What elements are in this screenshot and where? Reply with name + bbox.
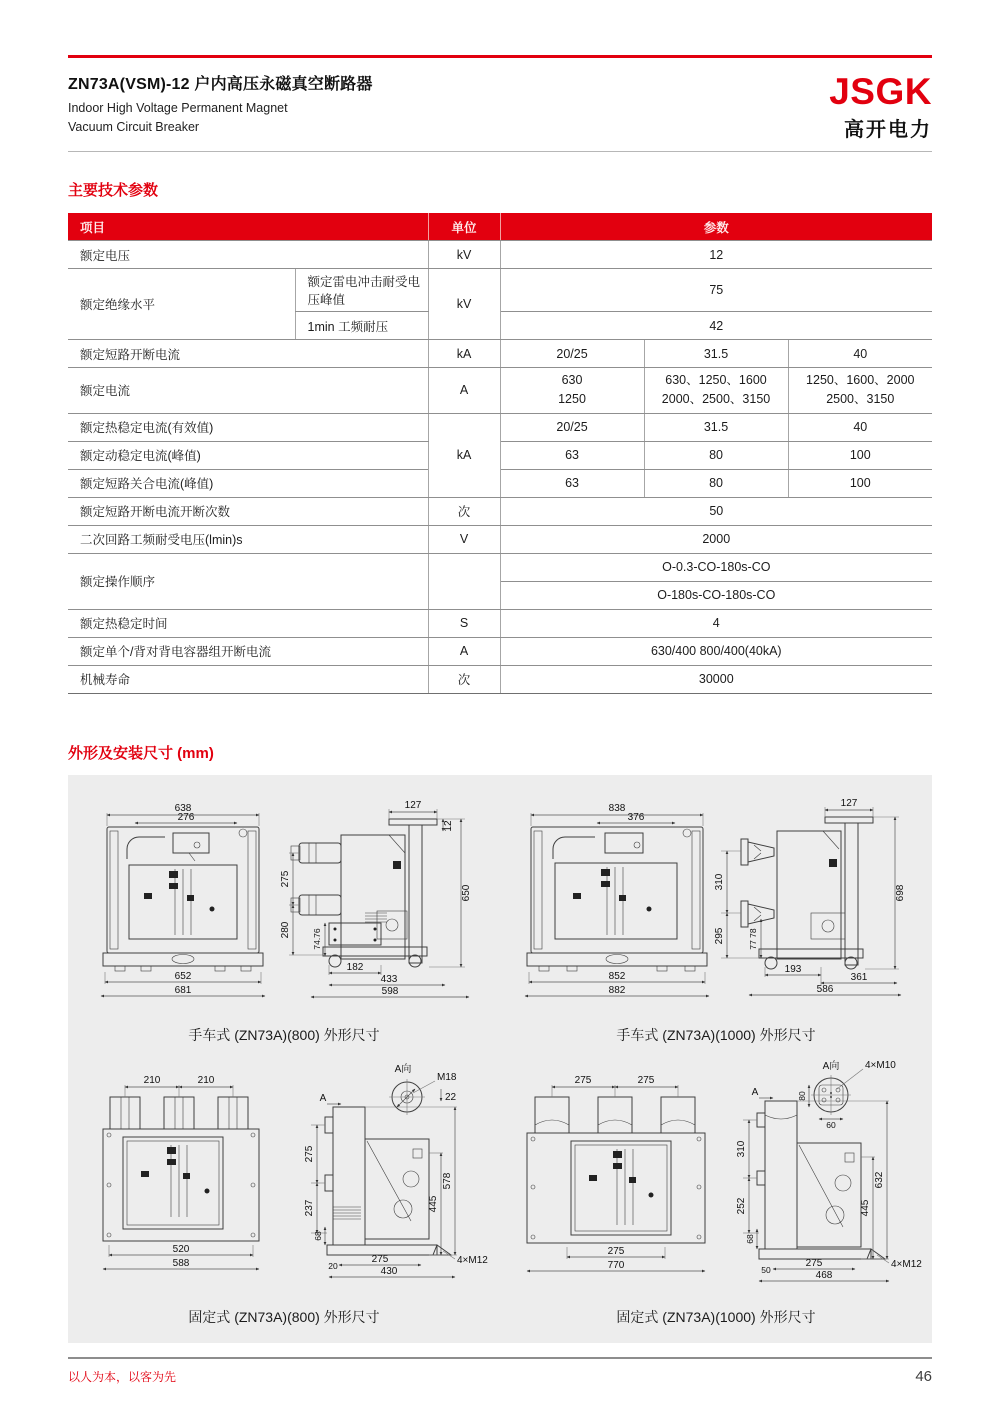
bolt-spec-label: 4×M12	[457, 1254, 488, 1266]
technical-parameters-table	[68, 213, 932, 694]
table-header-row	[68, 213, 932, 241]
side-view	[304, 1093, 488, 1277]
dim-label: 60	[826, 1119, 836, 1130]
section-title-dimensions: 外形及安装尺寸 (mm)	[68, 744, 214, 762]
dim-label: 433	[380, 973, 398, 985]
dim-label: 295	[714, 927, 725, 945]
dim-label: 252	[736, 1197, 747, 1215]
dim-label: 12	[443, 820, 454, 832]
view-a-label: A向	[394, 1063, 412, 1075]
table-row: 额定短路关合电流(峰值) 63 80 100	[68, 469, 932, 497]
figure-caption: 固定式 (ZN73A)(1000) 外形尺寸	[616, 1308, 816, 1325]
table-row: 额定电压 kV 12	[68, 241, 932, 269]
drawing-handcart-800	[77, 789, 491, 1021]
figure-handcart-1000	[509, 789, 923, 1057]
dim-label: 310	[736, 1140, 747, 1158]
page-footer	[68, 1368, 932, 1385]
table-row: 额定单个/背对背电容器组开断电流 A 630/400 800/400(40kA)	[68, 637, 932, 665]
dim-label: 445	[428, 1195, 439, 1213]
table-row: 1min 工频耐压 42	[68, 312, 932, 340]
dimension-drawings-panel	[68, 775, 932, 1343]
dim-label: 237	[304, 1199, 315, 1217]
col-header-value: 参数	[500, 213, 932, 241]
table-row: 机械寿命 次 30000	[68, 665, 932, 693]
table-row: 额定短路开断电流开断次数 次 50	[68, 497, 932, 525]
col-header-item: 项目	[68, 213, 428, 241]
drawing-handcart-1000	[509, 789, 923, 1021]
table-row: 额定动稳定电流(峰值) 63 80 100	[68, 441, 932, 469]
brand-logo-subtext: 高开电力	[844, 119, 932, 141]
dim-label: 578	[442, 1172, 453, 1190]
dim-label: 586	[816, 983, 834, 995]
section-title-params: 主要技术参数	[68, 182, 159, 199]
product-subtitle	[68, 99, 373, 138]
dim-label: 74.76	[312, 928, 322, 950]
dim-label: 638	[174, 802, 192, 814]
table-row: 额定热稳定电流(有效值) kA 20/25 31.5 40	[68, 413, 932, 441]
side-view	[280, 800, 472, 997]
table-row: 额定热稳定时间 S 4	[68, 609, 932, 637]
dim-label: 68	[745, 1234, 755, 1244]
front-view	[103, 1075, 259, 1269]
dim-label: 445	[860, 1199, 871, 1217]
view-a-label: A向	[822, 1060, 840, 1072]
table-row: 额定短路开断电流 kA 20/25 31.5 40	[68, 340, 932, 368]
bolt-spec-label: M18	[437, 1071, 457, 1083]
dim-label: 275	[304, 1145, 315, 1163]
dim-label: 182	[346, 961, 364, 973]
dim-label: 520	[172, 1243, 190, 1255]
brand-logo-text: JSGK	[829, 71, 932, 112]
subtitle-line1: Indoor High Voltage Permanent Magnet	[68, 101, 288, 115]
table-row: 二次回路工频耐受电压(lmin)s V 2000	[68, 525, 932, 553]
dim-label: 838	[608, 802, 626, 814]
top-accent-rule	[68, 55, 932, 58]
dim-label: 275	[371, 1253, 389, 1265]
side-view	[736, 1087, 922, 1281]
drawing-fixed-1000	[509, 1057, 923, 1303]
side-view	[714, 798, 906, 995]
dim-label: 275	[607, 1245, 625, 1257]
table-row: O-180s-CO-180s-CO	[68, 581, 932, 609]
table-row: 额定操作顺序 O-0.3-CO-180s-CO	[68, 553, 932, 581]
dim-label: 280	[280, 921, 291, 939]
footer-slogan: 以人为本，以客为先	[68, 1369, 177, 1384]
figure-fixed-1000	[509, 1057, 923, 1339]
dim-label: 588	[172, 1257, 190, 1269]
header-titles	[68, 71, 373, 138]
dim-label: 275	[805, 1257, 823, 1269]
product-title: ZN73A(VSM)-12 户内高压永磁真空断路器	[68, 76, 373, 93]
front-view	[525, 803, 709, 996]
dim-label: 376	[627, 811, 645, 823]
dim-label: 68	[313, 1231, 323, 1241]
dim-label: 50	[761, 1264, 771, 1275]
figure-handcart-800	[77, 789, 491, 1057]
dim-label: 882	[608, 984, 626, 996]
dim-label: 80	[797, 1091, 807, 1101]
brand-logo	[829, 73, 932, 142]
table-row: 额定电流 A 630 1250 630、1250、1600 2000、2500、3150 1250、1600、2000 2500、3150	[68, 368, 932, 414]
dim-label: 127	[404, 799, 422, 811]
dim-label: 632	[874, 1171, 885, 1189]
drawing-fixed-800	[77, 1057, 491, 1303]
dim-label: 22	[445, 1091, 457, 1103]
dim-label: 210	[143, 1074, 161, 1086]
dim-label: 20	[328, 1260, 338, 1271]
dim-label: 652	[174, 970, 192, 982]
table-row: 额定绝缘水平 额定雷电冲击耐受电压峰值 kV 75	[68, 269, 932, 312]
view-arrow-label: A	[751, 1086, 759, 1098]
figure-caption: 固定式 (ZN73A)(800) 外形尺寸	[188, 1308, 380, 1325]
dim-label: 430	[380, 1265, 398, 1277]
front-view	[527, 1075, 705, 1271]
dim-label: 852	[608, 970, 626, 982]
dim-label: 681	[174, 984, 192, 996]
dim-label: 468	[815, 1269, 833, 1281]
page-number: 46	[915, 1367, 932, 1385]
dim-label: 276	[177, 811, 195, 823]
dim-label: 275	[574, 1074, 592, 1086]
header-divider	[68, 151, 932, 152]
subtitle-line2: Vacuum Circuit Breaker	[68, 120, 200, 135]
footer-divider	[68, 1357, 932, 1359]
dim-label: 770	[607, 1259, 625, 1271]
dim-label: 275	[637, 1074, 655, 1086]
figure-caption: 手车式 (ZN73A)(800) 外形尺寸	[188, 1026, 380, 1043]
dim-label: 650	[461, 884, 472, 902]
col-header-unit: 单位	[428, 213, 500, 241]
dim-label: 210	[197, 1074, 215, 1086]
dim-label: 127	[840, 797, 858, 809]
dim-label: 77 78	[748, 928, 758, 950]
dim-label: 598	[381, 985, 399, 997]
figure-fixed-800	[77, 1057, 491, 1339]
dim-label: 310	[714, 873, 725, 891]
figure-caption: 手车式 (ZN73A)(1000) 外形尺寸	[616, 1026, 816, 1043]
dim-label: 275	[280, 870, 291, 888]
dim-label: 361	[850, 971, 868, 983]
catalog-page	[0, 55, 1000, 1411]
page-header	[68, 71, 932, 142]
detail-view-a	[797, 1059, 896, 1130]
view-arrow-label: A	[319, 1092, 327, 1104]
dim-label: 193	[784, 963, 802, 975]
bolt-spec-label: 4×M10	[865, 1059, 896, 1071]
bolt-spec-label: 4×M12	[891, 1258, 922, 1270]
dim-label: 698	[895, 884, 906, 902]
front-view	[101, 803, 265, 996]
